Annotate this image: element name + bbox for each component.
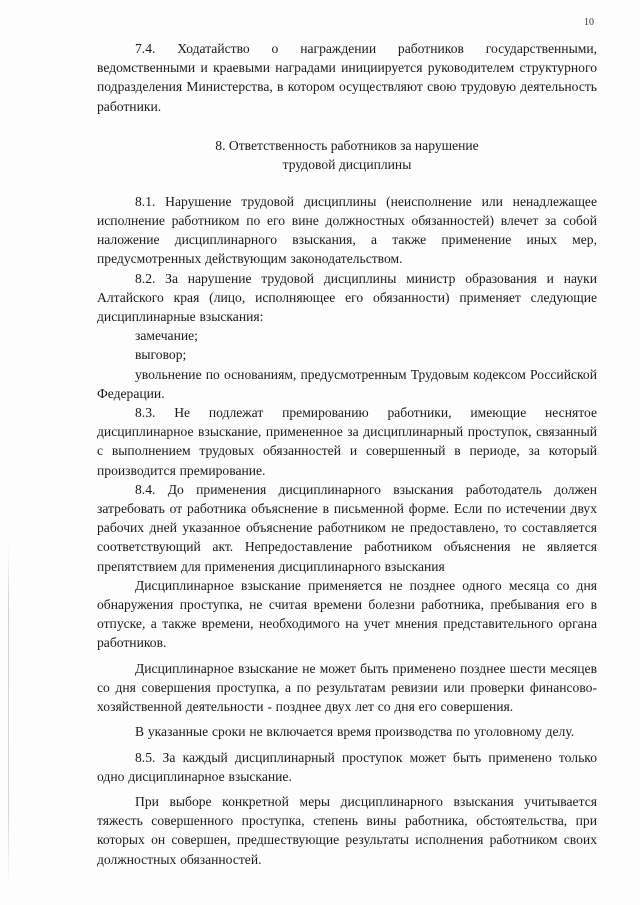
paragraph-7-4: 7.4. Ходатайство о награждении работников государственными, ведомственными и краевыми наградами инициируется руководителем структурного подразделения Министерства, в котором осуществляют свою трудовую деятельность работники. — [97, 41, 597, 114]
paragraph-8-4: 8.4. До применения дисциплинарного взыскания работодатель должен затребовать от работника объяснение в письменной форме. Если по истечении двух рабочих дней указанное объяснение работником не предоставлено, то составляется соответствующий акт. Непредоставление работником объяснения не является препятствием для применения дисциплинарного взыскания — [97, 481, 597, 574]
paragraph-8-5: 8.5. За каждый дисциплинарный проступок может быть применено только одно дисциплинарное взыскание. — [97, 749, 597, 784]
paragraph-8-3: 8.3. Не подлежат премированию работники, имеющие неснятое дисциплинарное взыскание, примененное за дисциплинарный проступок, связанный с выполнением трудовых обязанностей и совершенный в периоде, за который производится премирование. — [97, 405, 597, 478]
section-8-heading — [97, 136, 597, 174]
penalty-list-item-reprimand: замечание; — [135, 328, 198, 344]
paragraph-term-one-month: Дисциплинарное взыскание применяется не позднее одного месяца со дня обнаружения проступка, не считая времени болезни работника, пребывания его в отпуске, а также времени, необходимого на учет мнения представительного органа работников. — [97, 577, 597, 651]
paragraph-criminal-proceedings: В указанные сроки не включается время производства по уголовному делу. — [135, 724, 575, 740]
page-number: 10 — [584, 17, 594, 28]
scan-edge-line — [8, 540, 9, 890]
paragraph-8-2: 8.2. За нарушение трудовой дисциплины министр образования и науки Алтайского края (лицо, исполняющее его обязанности) применяет следующие дисциплинарные взыскания: — [97, 270, 597, 325]
paragraph-term-six-months: Дисциплинарное взыскание не может быть применено позднее шести месяцев со дня совершения проступка, а по результатам ревизии или проверки финансово-хозяйственной деятельности - позднее двух лет со дня его совершения. — [97, 660, 597, 715]
section-title-line-1: 8. Ответственность работников за нарушение — [215, 137, 479, 153]
document-body — [97, 39, 597, 869]
paragraph-8-1: 8.1. Нарушение трудовой дисциплины (неисполнение или ненадлежащее исполнение работником по его вине должностных обязанностей) влечет за собой наложение дисциплинарного взыскания, а также применение иных мер, предусмотренных действующим законодательством. — [97, 193, 597, 267]
penalty-list-item-dismissal: увольнение по основаниям, предусмотренным Трудовым кодексом Российской Федерации. — [97, 366, 597, 401]
section-title-line-2: трудовой дисциплины — [282, 156, 412, 172]
paragraph-penalty-choice: При выборе конкретной меры дисциплинарного взыскания учитывается тяжесть совершенного проступка, степень вины работника, обстоятельства, при которых он совершен, предшествующие результаты исполнения работником своих должностных обязанностей. — [97, 793, 597, 867]
penalty-list-item-rebuke: выговор; — [135, 347, 187, 363]
